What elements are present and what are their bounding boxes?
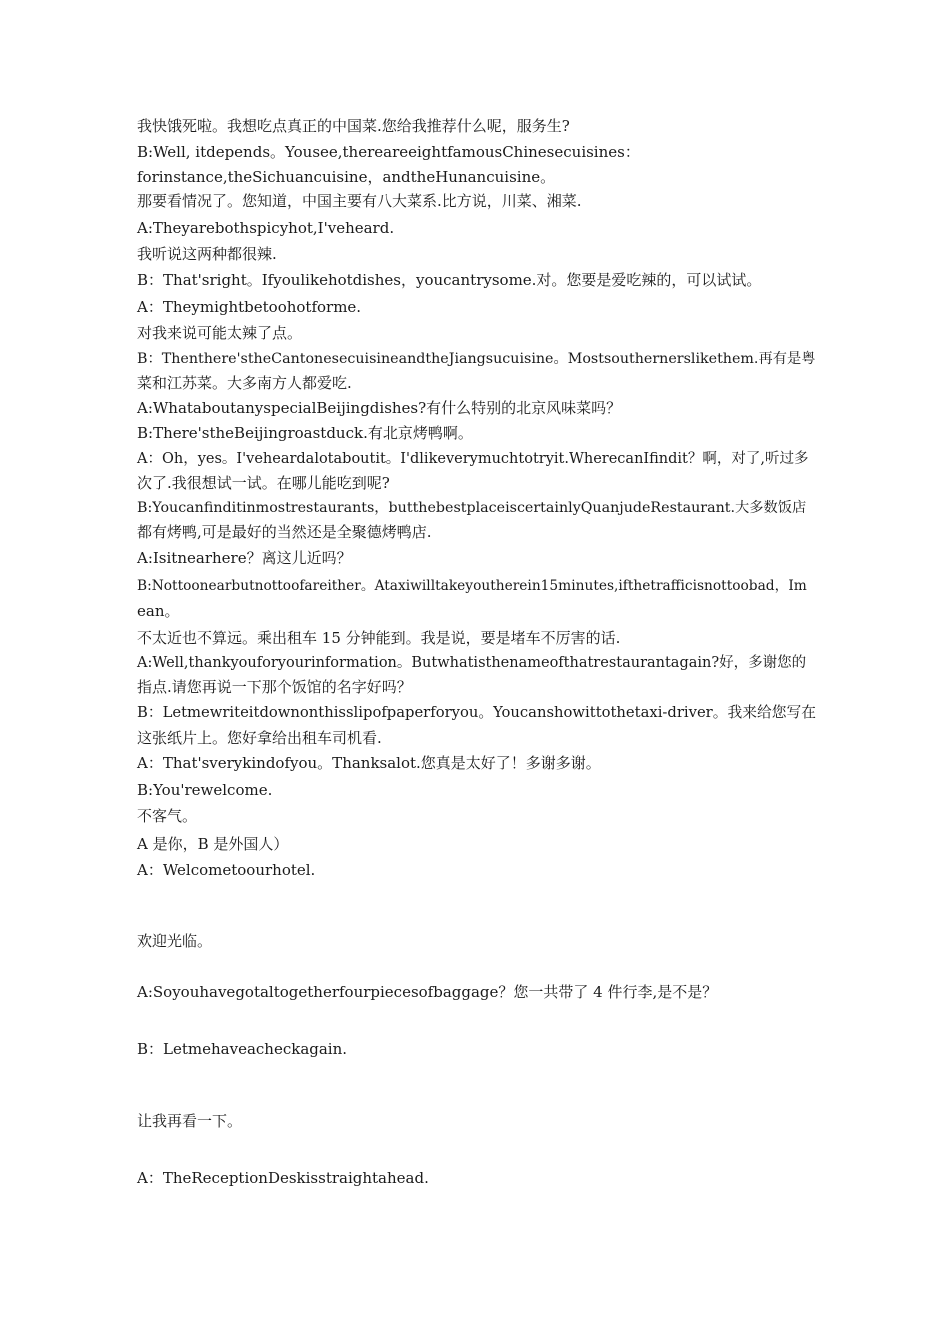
text-line: B：Thenthere'stheCantonesecuisineandtheJiangsucuisine。Mostsouthernerslikethem.再有是粤 [137, 351, 816, 367]
text-line: 我听说这两种都很辣. [137, 245, 277, 263]
text-line: 欢迎光临。 [137, 932, 213, 950]
text-line: 都有烤鸭,可是最好的当然还是全聚德烤鸭店. [137, 523, 432, 541]
text-line: B:Youcanfinditinmostrestaurants，butthebestplaceiscertainlyQuanjudeRestaurant.大多数饭店 [137, 500, 807, 516]
document-page [137, 0, 817, 1344]
text-line: 让我再看一下。 [137, 1112, 243, 1130]
text-line: A:Isitnearhere？离这儿近吗？ [137, 549, 352, 567]
text-line: B：Letmewriteitdownonthisslipofpaperforyou。Youcanshowittothetaxi-driver。我来给您写在 [137, 704, 816, 721]
text-line: A：That'sverykindofyou。Thanksalot.您真是太好了！多谢多谢。 [137, 754, 601, 772]
text-line: B:Well, itdepends。Yousee,thereareeightfamousChinesecuisines： [137, 143, 640, 161]
text-line: B：Letmehaveacheckagain. [137, 1040, 348, 1058]
text-line: forinstance,theSichuancuisine，andtheHunancuisine。 [137, 168, 556, 186]
text-line: 次了.我很想试一试。在哪儿能吃到呢? [137, 474, 390, 492]
text-line: B:Nottoonearbutnottoofareither。Ataxiwilltakeyoutherein15minutes,ifthetrafficisnottoobad，Im [137, 578, 807, 594]
text-line: B：That'sright。Ifyoulikehotdishes，youcantrysome.对。您要是爱吃辣的，可以试试。 [137, 271, 762, 289]
text-line: 指点.请您再说一下那个饭馆的名字好吗？ [137, 678, 412, 696]
text-line: 不太近也不算远。乘出租车 15 分钟能到。我是说，要是堵车不厉害的话. [137, 629, 621, 647]
text-line: A:Well,thankyouforyourinformation。Butwhatisthenameofthatrestaurantagain?好，多谢您的 [137, 655, 807, 671]
text-line: 那要看情况了。您知道，中国主要有八大菜系.比方说，川菜、湘菜. [137, 192, 582, 210]
text-line: A:WhataboutanyspecialBeijingdishes?有什么特别的北京风味菜吗？ [137, 399, 622, 417]
text-line: B:You'rewelcome. [137, 781, 273, 799]
text-line: A：Theymightbetoohotforme. [137, 298, 362, 316]
text-line: ean。 [137, 602, 180, 620]
text-line: 我快饿死啦。我想吃点真正的中国菜.您给我推荐什么呢，服务生? [137, 117, 570, 135]
text-line: A 是你，B 是外国人） [137, 835, 289, 853]
text-line: A：TheReceptionDeskisstraightahead. [137, 1169, 429, 1187]
text-line: 不客气。 [137, 807, 198, 825]
text-line: 菜和江苏菜。大多南方人都爱吃. [137, 374, 352, 392]
text-line: A：Welcometoourhotel. [137, 861, 316, 879]
text-line: A：Oh，yes。I'veheardalotaboutit。I'dlikeverymuchtotryit.WherecanIfindit？啊，对了,听过多 [137, 451, 809, 467]
text-line: 对我来说可能太辣了点。 [137, 324, 303, 342]
text-line: A:Theyarebothspicyhot,I'veheard. [137, 219, 395, 237]
text-line: B:There'stheBeijingroastduck.有北京烤鸭啊。 [137, 424, 473, 442]
text-line: A:Soyouhavegotaltogetherfourpiecesofbaggage？您一共带了 4 件行李,是不是？ [137, 983, 718, 1001]
text-line: 这张纸片上。您好拿给出租车司机看. [137, 729, 382, 747]
